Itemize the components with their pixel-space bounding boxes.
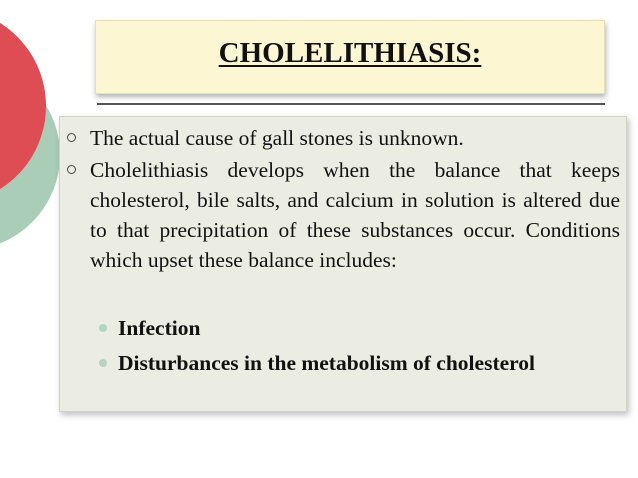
bullet-text: Cholelithiasis develops when the balance that keeps cholesterol, bile salts, and calcium in solution is altered due to that precipitation of these substances occur. Conditions which upset these balance includes: (90, 158, 620, 272)
sub-bullet-text: Disturbances in the metabolism of cholesterol (118, 351, 536, 375)
hollow-circle-bullet-icon (67, 165, 76, 174)
bullet-item (90, 123, 620, 153)
title-divider (97, 103, 605, 105)
content-box (59, 116, 627, 412)
sub-bullet-text: Infection (118, 316, 201, 340)
slide-title: CHOLELITHIASIS: (218, 37, 482, 69)
sub-bullet-item (118, 348, 616, 378)
bullet-text: The actual cause of gall stones is unknown. (90, 126, 464, 150)
hollow-circle-bullet-icon (67, 133, 76, 142)
filled-dot-bullet-icon (99, 359, 107, 367)
bullet-item (90, 155, 620, 275)
title-box (95, 20, 605, 94)
filled-dot-bullet-icon (99, 324, 107, 332)
sub-bullet-item (118, 313, 616, 343)
